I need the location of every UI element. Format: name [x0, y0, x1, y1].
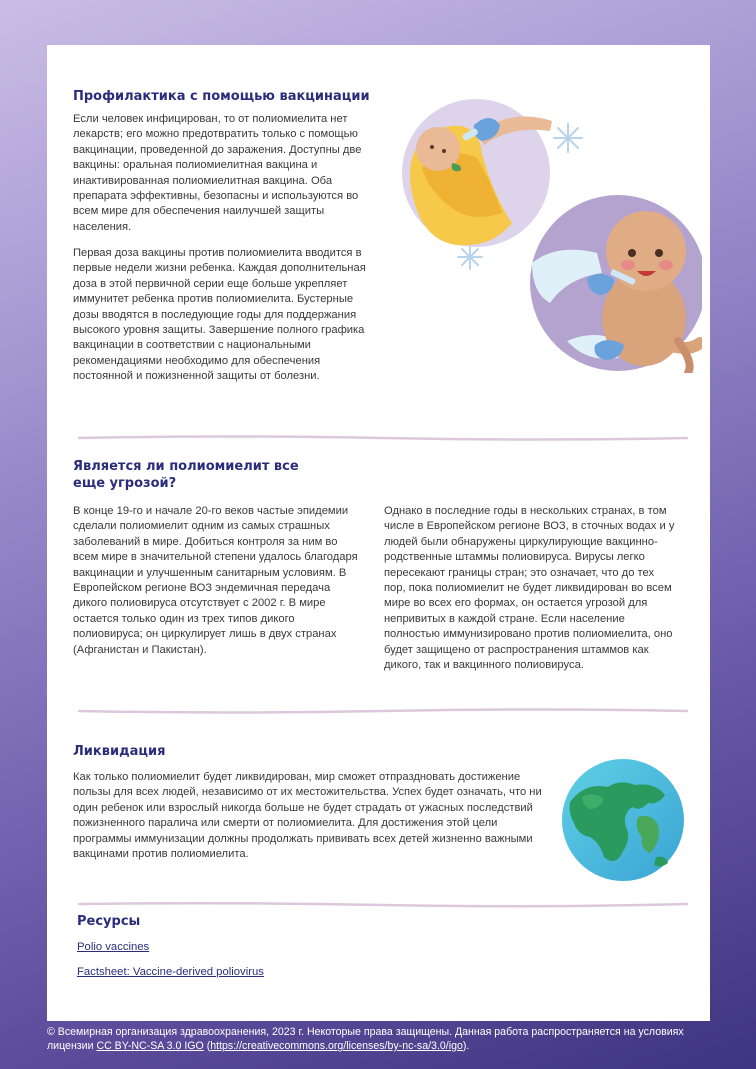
snowflake-icon — [458, 245, 482, 269]
vaccination-illustration — [382, 73, 702, 373]
link-polio-vaccines[interactable]: Polio vaccines — [77, 941, 150, 953]
license-url-link[interactable]: https://creativecommons.org/licenses/by-nc-sa/3.0/igo — [210, 1040, 463, 1052]
section-title-prevention: Профилактика с помощью вакцинации — [73, 89, 370, 104]
copyright-footer — [47, 1025, 727, 1053]
section-divider — [77, 707, 689, 715]
section-title-eradication: Ликвидация — [73, 744, 166, 759]
resources-title: Ресурсы — [77, 914, 141, 929]
globe-icon — [560, 757, 686, 883]
snowflake-icon — [554, 124, 582, 152]
prevention-paragraph-2: Первая доза вакцины против полиомиелита вводится в первые недели жизни ребенка. Каждая дополнительная доза в этой первичной серии еще больше укрепляет иммунитет ребенка против полиомиелита. Бустерные дозы вводятся в последующие годы для поддержания высокого уровня защиты. Завершение полного графика вакцинации в соответствии с национальными рекомендациями необходимо для обеспечения постоянной и пожизненной защиты от болезни. — [73, 247, 366, 383]
copyright-text: © Всемирная организация здравоохранения, 2023 г. Некоторые права защищены. Данная работа распространяется на условиях лицензии — [47, 1026, 684, 1052]
license-url-open: ( — [203, 1040, 211, 1052]
threat-paragraph-left: В конце 19-го и начале 20-го веков частые эпидемии сделали полиомиелит одним из самых страшных заболеваний в мире. Добиться контроля за ним во всем мире в значительной степени удалось благодаря вакцинации и улучшенным санитарным условиям. В Европейском регионе ВОЗ эндемичная передача дикого полиовируса отсутствует с 2002 г. В мире остается только один из трех типов дикого полиовируса; он циркулирует лишь в двух странах (Афганистан и Пакистан). — [73, 505, 358, 656]
section-divider — [77, 900, 689, 908]
prevention-paragraph-1: Если человек инфицирован, то от полиомиелита нет лекарств; его можно предотвратить только с помощью вакцинации, проведенной до заражения. Доступны две вакцины: оральная полиомиелитная вакцина и инактивированная полиомиелитная вакцина. Оба препарата эффективны, безопасны и используются во всем мире для обеспечения наилучшей защиты населения. — [73, 113, 362, 233]
threat-paragraph-right: Однако в последние годы в нескольких странах, в том числе в Европейском регионе ВОЗ, в сточных водах и у людей были обнаружены циркулирующие вакцинно-родственные штаммы полиовируса. Вирусы легко пересекают границы стран; это означает, что до тех пор, пока полиомиелит не будет ликвидирован во всем мире во всех его формах, он остается угрозой для непривитых в каждой стране. Если население полностью иммунизировано против полиомиелита, оно будет защищено от распространения штаммов как дикого, так и вакцинного полиовируса. — [384, 505, 675, 672]
link-factsheet-vdpv[interactable]: Factsheet: Vaccine-derived poliovirus — [77, 966, 264, 978]
content-card — [47, 45, 710, 1021]
eradication-paragraph: Как только полиомиелит будет ликвидирован, мир сможет отпраздновать достижение пользы для всех людей, независимо от их местожительства. Успех будет означать, что ни один ребенок или взрослый никогда больше не будет страдать от ужасных последствий пожизненного паралича или смерти от полиомиелита. Для достижения этой цели программы иммунизации должны продолжать прививать всех детей жизненно важными вакцинами против полиомиелита. — [73, 771, 542, 861]
section-divider — [77, 434, 689, 442]
license-url-close: ). — [462, 1040, 470, 1052]
license-link[interactable]: CC BY-NC-SA 3.0 IGO — [96, 1040, 204, 1052]
section-title-threat: Является ли полиомиелит все еще угрозой? — [73, 459, 299, 491]
